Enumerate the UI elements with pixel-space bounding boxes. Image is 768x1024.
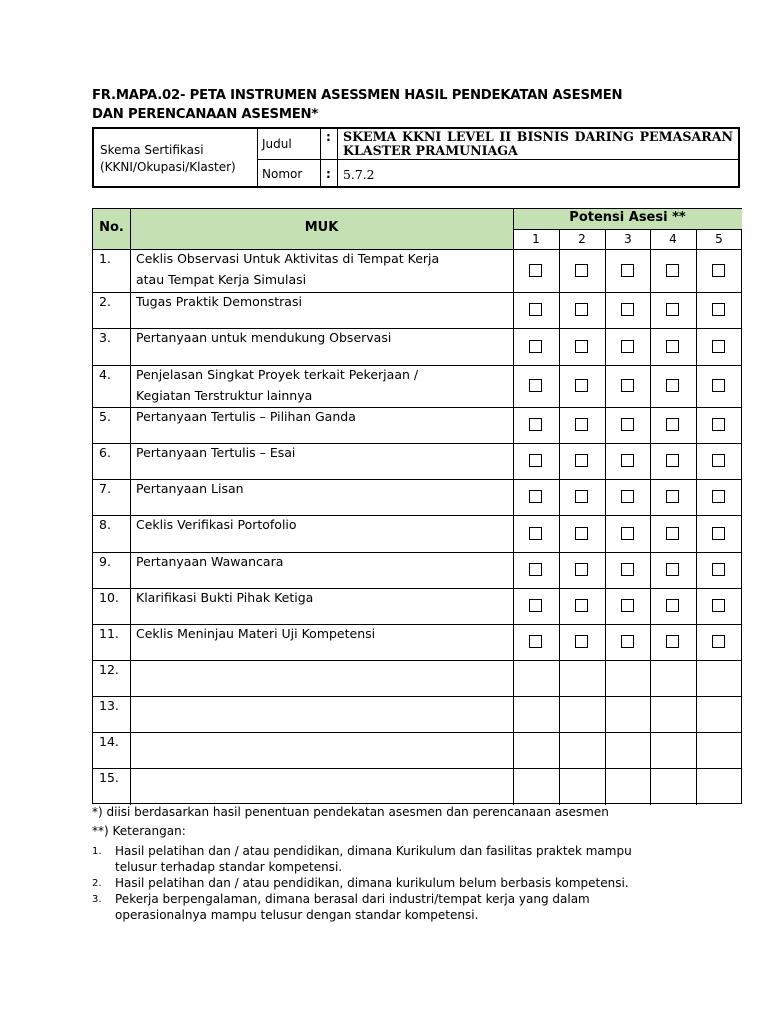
- row-number: 7.: [99, 481, 111, 496]
- row-number: 9.: [99, 554, 111, 569]
- row-number: 1.: [99, 251, 111, 266]
- potensi-checkbox[interactable]: [621, 635, 634, 648]
- potensi-checkbox[interactable]: [666, 563, 679, 576]
- potensi-checkbox[interactable]: [575, 563, 588, 576]
- potensi-checkbox[interactable]: [529, 379, 542, 392]
- judul-value: SKEMA KKNI LEVEL II BISNIS DARING PEMASARAN KLASTER PRAMUNIAGA: [343, 129, 733, 158]
- potensi-checkbox[interactable]: [529, 635, 542, 648]
- potensi-checkbox[interactable]: [575, 418, 588, 431]
- potensi-checkbox[interactable]: [575, 635, 588, 648]
- legend-item-number: 2.: [92, 878, 102, 889]
- potensi-level-2: 2: [578, 232, 586, 246]
- potensi-checkbox[interactable]: [575, 454, 588, 467]
- footnote-keterangan: **) Keterangan:: [92, 824, 186, 838]
- potensi-checkbox[interactable]: [621, 490, 634, 503]
- potensi-checkbox[interactable]: [621, 379, 634, 392]
- potensi-checkbox[interactable]: [621, 340, 634, 353]
- muk-label: Pertanyaan untuk mendukung Observasi: [136, 330, 392, 345]
- grid-line: [93, 732, 742, 733]
- muk-label: Penjelasan Singkat Proyek terkait Pekerjaan / Kegiatan Terstruktur lainnya: [136, 367, 419, 403]
- row-number: 15.: [99, 770, 119, 785]
- muk-label: Tugas Praktik Demonstrasi: [136, 294, 302, 309]
- potensi-checkbox[interactable]: [666, 418, 679, 431]
- potensi-checkbox[interactable]: [621, 418, 634, 431]
- legend-item-number: 3.: [92, 894, 102, 905]
- potensi-checkbox[interactable]: [666, 264, 679, 277]
- potensi-checkbox[interactable]: [666, 635, 679, 648]
- legend-item-text: Pekerja berpengalaman, dimana berasal dari industri/tempat kerja yang dalam operasionalnya mampu telusur dengan standar kompetensi.: [115, 892, 590, 922]
- grid-line: [559, 229, 560, 805]
- potensi-checkbox[interactable]: [575, 527, 588, 540]
- potensi-checkbox[interactable]: [529, 563, 542, 576]
- muk-label: Pertanyaan Lisan: [136, 481, 244, 496]
- row-number: 10.: [99, 590, 119, 605]
- potensi-checkbox[interactable]: [621, 264, 634, 277]
- muk-label: Pertanyaan Wawancara: [136, 554, 284, 569]
- row-number: 5.: [99, 409, 111, 424]
- potensi-checkbox[interactable]: [666, 303, 679, 316]
- muk-label: Ceklis Observasi Untuk Aktivitas di Tempat Kerja atau Tempat Kerja Simulasi: [136, 251, 440, 287]
- potensi-checkbox[interactable]: [529, 418, 542, 431]
- grid-line: [513, 209, 514, 805]
- potensi-checkbox[interactable]: [575, 490, 588, 503]
- grid-line: [513, 229, 742, 230]
- grid-line: [696, 229, 697, 805]
- potensi-level-4: 4: [669, 232, 677, 246]
- potensi-checkbox[interactable]: [621, 303, 634, 316]
- row-number: 13.: [99, 698, 119, 713]
- footnote-asterisk: *) diisi berdasarkan hasil penentuan pendekatan asesmen dan perencanaan asesmen: [92, 805, 609, 819]
- legend-item-text: Hasil pelatihan dan / atau pendidikan, dimana kurikulum belum berbasis kompetensi.: [115, 876, 629, 890]
- potensi-checkbox[interactable]: [666, 599, 679, 612]
- potensi-checkbox[interactable]: [666, 379, 679, 392]
- grid-line: [650, 229, 651, 805]
- potensi-checkbox[interactable]: [666, 454, 679, 467]
- potensi-checkbox[interactable]: [712, 527, 725, 540]
- potensi-checkbox[interactable]: [575, 340, 588, 353]
- column-header-potensi: Potensi Asesi **: [569, 210, 686, 225]
- potensi-checkbox[interactable]: [621, 454, 634, 467]
- row-number: 2.: [99, 294, 111, 309]
- grid-line: [130, 209, 131, 805]
- potensi-checkbox[interactable]: [575, 379, 588, 392]
- potensi-checkbox[interactable]: [712, 599, 725, 612]
- muk-label: Ceklis Meninjau Materi Uji Kompetensi: [136, 626, 376, 641]
- potensi-checkbox[interactable]: [575, 303, 588, 316]
- potensi-checkbox[interactable]: [712, 563, 725, 576]
- skema-label: Skema Sertifikasi (KKNI/Okupasi/Klaster): [100, 143, 236, 174]
- grid-line: [93, 768, 742, 769]
- column-header-muk: MUK: [304, 220, 339, 235]
- potensi-checkbox[interactable]: [529, 599, 542, 612]
- nomor-label: Nomor: [262, 167, 303, 181]
- potensi-checkbox[interactable]: [666, 527, 679, 540]
- form-title: FR.MAPA.02- PETA INSTRUMEN ASESSMEN HASIL PENDEKATAN ASESMEN DAN PERENCANAAN ASESMEN*: [92, 88, 623, 122]
- potensi-checkbox[interactable]: [712, 418, 725, 431]
- potensi-checkbox[interactable]: [666, 340, 679, 353]
- potensi-checkbox[interactable]: [712, 303, 725, 316]
- potensi-level-1: 1: [532, 232, 540, 246]
- row-number: 6.: [99, 445, 111, 460]
- grid-line: [93, 696, 742, 697]
- row-number: 14.: [99, 734, 119, 749]
- potensi-level-3: 3: [624, 232, 632, 246]
- potensi-checkbox[interactable]: [621, 599, 634, 612]
- potensi-checkbox[interactable]: [575, 599, 588, 612]
- potensi-checkbox[interactable]: [529, 527, 542, 540]
- potensi-checkbox[interactable]: [529, 303, 542, 316]
- potensi-checkbox[interactable]: [712, 379, 725, 392]
- instrument-map-table: [92, 208, 742, 804]
- potensi-checkbox[interactable]: [575, 264, 588, 277]
- muk-label: Ceklis Verifikasi Portofolio: [136, 517, 297, 532]
- muk-label: Klarifikasi Bukti Pihak Ketiga: [136, 590, 314, 605]
- row-number: 12.: [99, 662, 119, 677]
- potensi-checkbox[interactable]: [529, 340, 542, 353]
- muk-label: Pertanyaan Tertulis – Pilihan Ganda: [136, 409, 356, 424]
- scheme-info-table: [92, 127, 740, 188]
- potensi-checkbox[interactable]: [666, 490, 679, 503]
- potensi-checkbox[interactable]: [529, 454, 542, 467]
- row-number: 3.: [99, 330, 111, 345]
- potensi-checkbox[interactable]: [621, 527, 634, 540]
- nomor-value: 5.7.2: [343, 167, 375, 182]
- legend-item-number: 1.: [92, 846, 102, 857]
- column-header-no: No.: [99, 220, 124, 235]
- row-number: 8.: [99, 517, 111, 532]
- muk-label: Pertanyaan Tertulis – Esai: [136, 445, 296, 460]
- legend-item-text: Hasil pelatihan dan / atau pendidikan, dimana Kurikulum dan fasilitas praktek mampu telusur terhadap standar kompetensi.: [115, 844, 632, 874]
- potensi-checkbox[interactable]: [712, 635, 725, 648]
- grid-line: [93, 660, 742, 661]
- row-number: 11.: [99, 626, 119, 641]
- potensi-checkbox[interactable]: [712, 340, 725, 353]
- potensi-checkbox[interactable]: [712, 264, 725, 277]
- judul-colon: :: [326, 130, 331, 144]
- grid-line: [605, 229, 606, 805]
- potensi-checkbox[interactable]: [621, 563, 634, 576]
- potensi-checkbox[interactable]: [529, 264, 542, 277]
- potensi-checkbox[interactable]: [712, 454, 725, 467]
- row-number: 4.: [99, 367, 111, 382]
- judul-label: Judul: [262, 137, 292, 151]
- potensi-level-5: 5: [715, 232, 723, 246]
- nomor-colon: :: [326, 167, 331, 181]
- potensi-checkbox[interactable]: [712, 490, 725, 503]
- potensi-checkbox[interactable]: [529, 490, 542, 503]
